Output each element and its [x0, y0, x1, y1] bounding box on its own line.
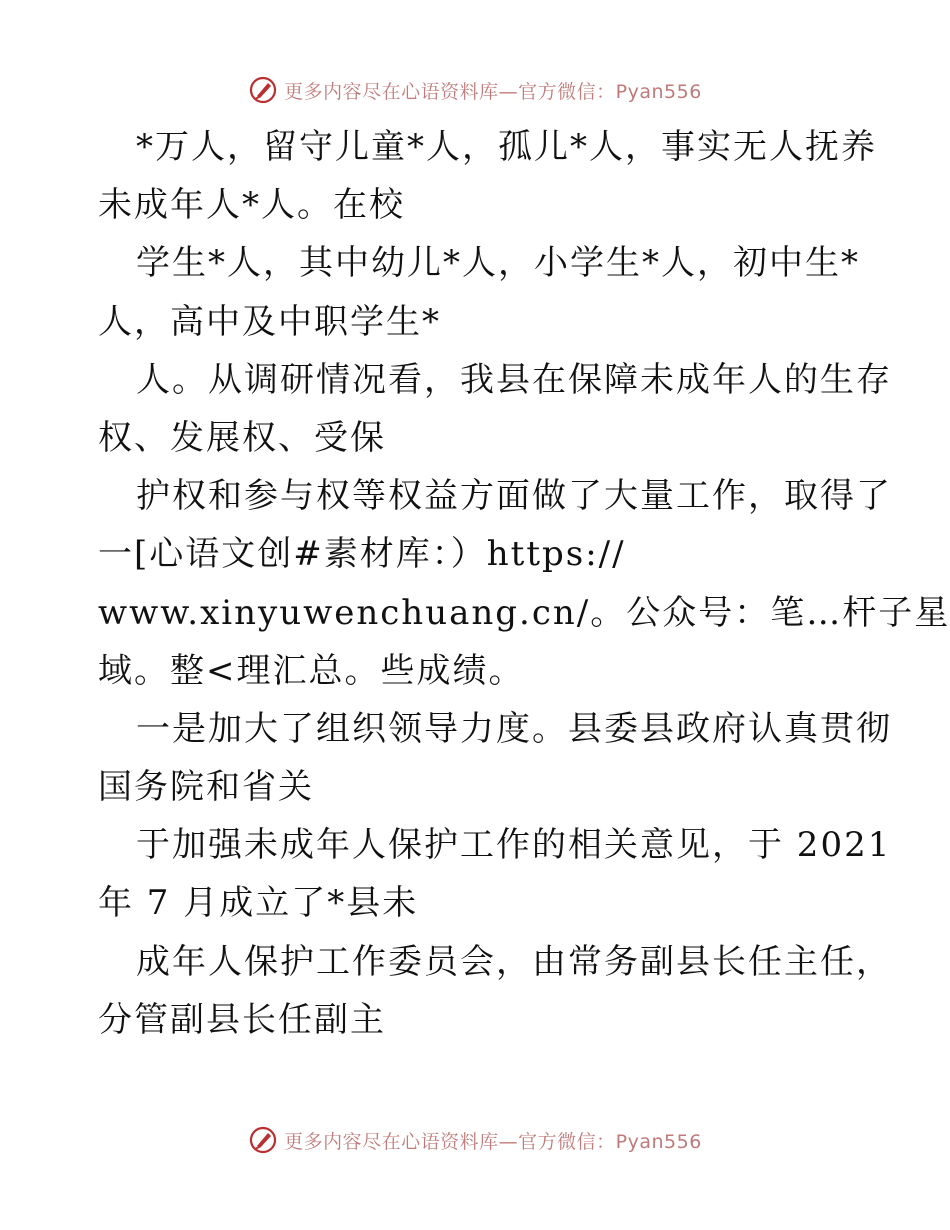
- text-line: 年 7 月成立了*县未: [98, 883, 419, 924]
- text-line: www.xinyuwenchuang.cn/。公众号：笔…杆子星: [98, 592, 950, 633]
- text-line: 于加强未成年人保护工作的相关意见，于 2021: [136, 825, 892, 866]
- text-line: 人。从调研情况看，我县在保障未成年人的生存: [136, 359, 892, 400]
- text-line: *万人，留守儿童*人，孤儿*人，事实无人抚养: [136, 127, 877, 167]
- text-line: 国务院和省关: [98, 767, 314, 808]
- text-line: 权、发展权、受保: [98, 417, 386, 458]
- text-line: 未成年人*人。在校: [98, 185, 405, 226]
- header-banner-text: 更多内容尽在心语资料库—官方微信：Pyan556: [284, 80, 702, 103]
- footer-banner-text: 更多内容尽在心语资料库—官方微信：Pyan556: [284, 1130, 702, 1153]
- text-line: 人，高中及中职学生*: [98, 301, 441, 342]
- text-line: 域。整<理汇总。些成绩。: [98, 650, 525, 691]
- text-line: 一[心语文创#素材库：）https://: [98, 534, 626, 575]
- text-line: 学生*人，其中幼儿*人，小学生*人，初中生*: [136, 243, 860, 284]
- header-banner: [0, 70, 950, 110]
- footer-banner: [0, 1120, 950, 1160]
- quill-pen-logo-icon: [248, 1125, 278, 1155]
- text-line: 一是加大了组织领导力度。县委县政府认真贯彻: [136, 708, 892, 749]
- text-line: 成年人保护工作委员会，由常务副县长任主任，: [136, 941, 892, 982]
- quill-pen-logo-icon: [248, 75, 278, 105]
- text-line: 护权和参与权等权益方面做了大量工作，取得了: [136, 476, 892, 517]
- document-body: [98, 118, 950, 1049]
- text-line: 分管副县长任副主: [98, 999, 386, 1040]
